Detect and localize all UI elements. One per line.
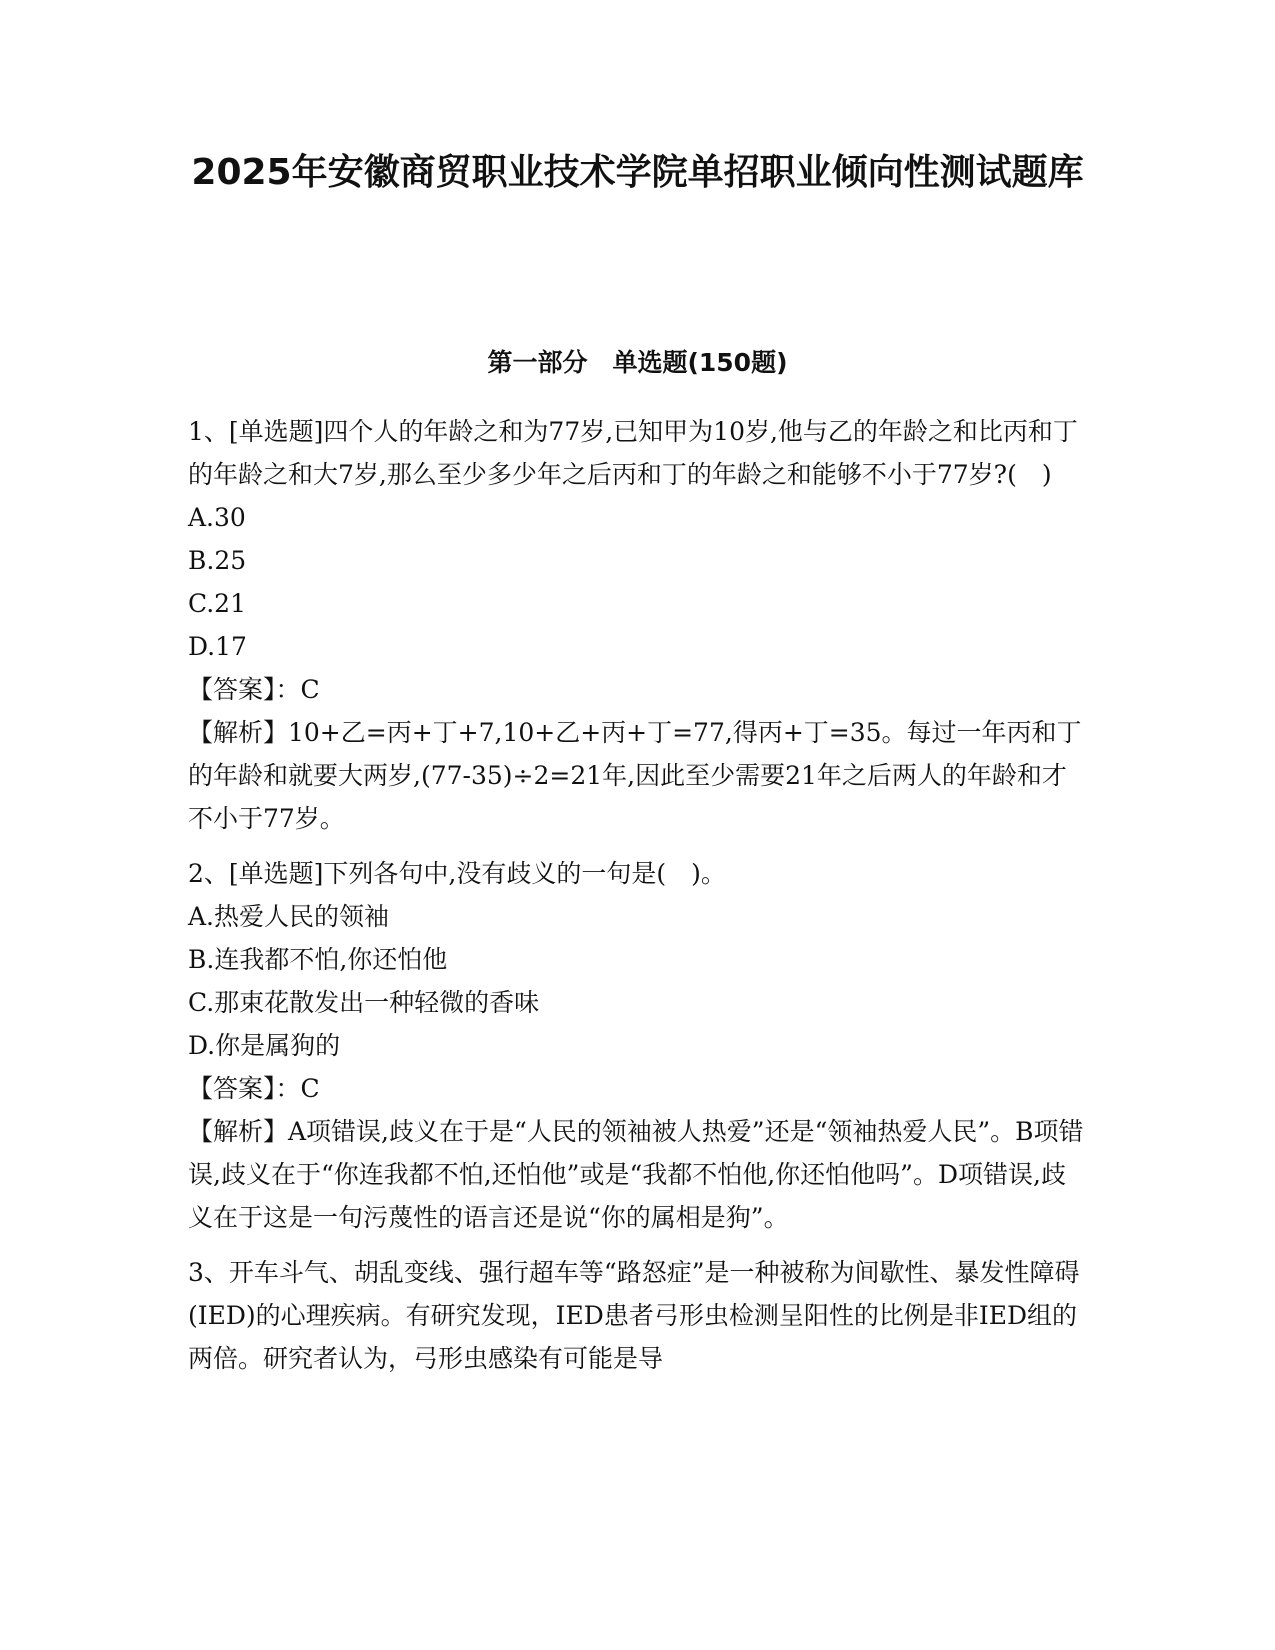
question-list	[188, 410, 1088, 1392]
option-d: D.你是属狗的	[188, 1031, 341, 1060]
section-heading: 第一部分 单选题(150题)	[487, 348, 788, 377]
option-d: D.17	[188, 632, 247, 661]
option-c: C.那束花散发出一种轻微的香味	[188, 988, 540, 1017]
question-1	[188, 410, 1088, 840]
analysis: 【解析】A项错误,歧义在于是“人民的领袖被人热爱”还是“领袖热爱人民”。B项错误,歧义在于“你连我都不怕,还怕他”或是“我都不怕他,你还怕他吗”。D项错误,歧义在于这是一句污蔑性的语言还是说“你的属相是狗”。	[188, 1117, 1084, 1232]
answer: 【答案】：C	[188, 675, 320, 704]
document-title: 2025年安徽商贸职业技术学院单招职业倾向性测试题库	[191, 152, 1084, 193]
question-stem: 2、[单选题]下列各句中,没有歧义的一句是( )。	[188, 859, 726, 888]
question-2	[188, 852, 1088, 1239]
option-b: B.连我都不怕,你还怕他	[188, 945, 448, 974]
question-stem: 3、开车斗气、胡乱变线、强行超车等“路怒症”是一种被称为间歇性、暴发性障碍(IED)的心理疾病。有研究发现，IED患者弓形虫检测呈阳性的比例是非IED组的两倍。研究者认为，弓形虫感染有可能是导	[188, 1258, 1080, 1373]
option-c: C.21	[188, 589, 246, 618]
answer: 【答案】：C	[188, 1074, 320, 1103]
option-b: B.25	[188, 546, 247, 575]
question-stem: 1、[单选题]四个人的年龄之和为77岁,已知甲为10岁,他与乙的年龄之和比丙和丁的年龄之和大7岁,那么至少多少年之后丙和丁的年龄之和能够不小于77岁?( )	[188, 417, 1078, 489]
option-a: A.30	[188, 503, 246, 532]
question-3	[188, 1251, 1088, 1380]
option-a: A.热爱人民的领袖	[188, 902, 390, 931]
analysis: 【解析】10+乙=丙+丁+7,10+乙+丙+丁=77,得丙+丁=35。每过一年丙和丁的年龄和就要大两岁,(77-35)÷2=21年,因此至少需要21年之后两人的年龄和才不小于77岁。	[188, 718, 1082, 833]
